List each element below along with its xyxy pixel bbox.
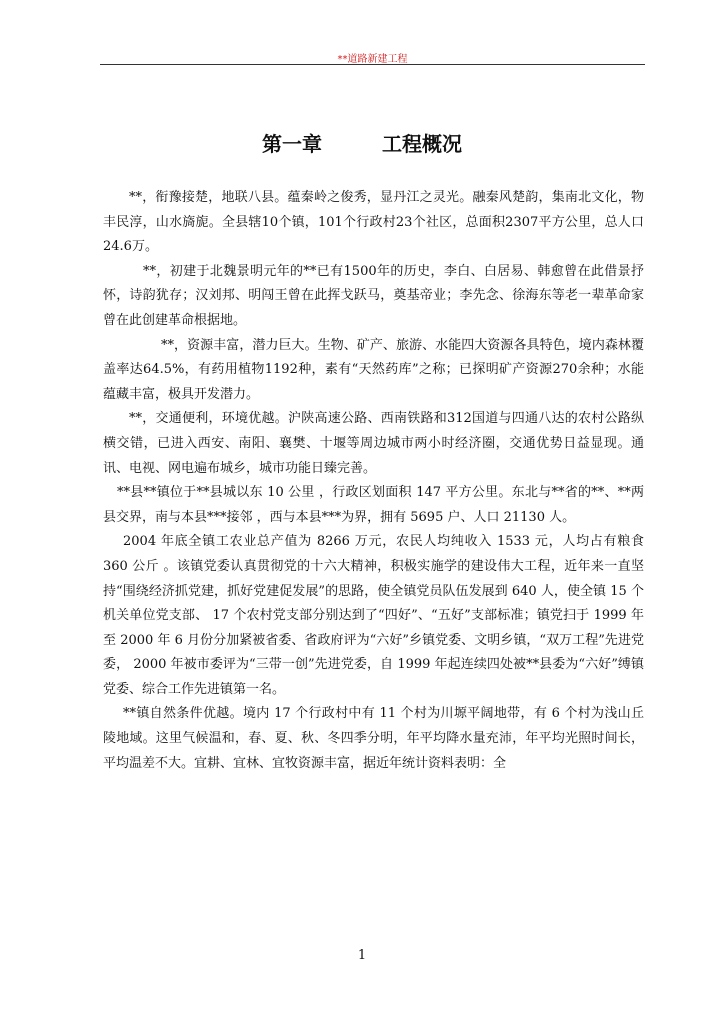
body-text xyxy=(103,186,644,776)
paragraph: 2004 年底全镇工农业总产值为 8266 万元，农民人均纯收入 1533 元，人均占有粮食 360 公斤 。该镇党委认真贯彻党的十六大精神，积极实施学的建设伟大工程，近年来一直坚持“围绕经济抓党建，抓好党建促发展”的思路，使全镇党员队伍发展到 640 人，使全镇 15 个机关单位党支部、 17 个农村党支部分别达到了“四好”、“五好”支部标准；镇党扫于 1999 年至 2000 年 6 月份分加紧被省委、省政府评为“六好”乡镇党委、文明乡镇，“双万工程”先进党委， 2000 年被市委评为“三带一创”先进党委，自 1999 年起连续四处被**县委为“六好”缚镇党委、综合工作先进镇第一名。 xyxy=(103,534,644,697)
chapter-heading xyxy=(0,128,724,157)
paragraph: **，衔豫接楚，地联八县。蕴秦岭之俊秀，显丹江之灵光。融秦风楚韵，集南北文化，物丰民淳，山水旖旎。全县辖10个镇，101个行政村23个社区，总面积2307平方公里，总人口24.6万。 xyxy=(103,190,644,255)
paragraph: **，资源丰富，潜力巨大。生物、矿产、旅游、水能四大资源各具特色，境内森林覆盖率达64.5%，有药用植物1192种，素有“天然药库”之称；已探明矿产资源270余种；水能蕴藏丰富，极具开发潜力。 xyxy=(103,337,644,402)
running-header: **道路新建工程 xyxy=(337,54,408,65)
header-divider xyxy=(100,64,645,65)
chapter-title: 工程概况 xyxy=(382,132,462,156)
paragraph: **，初建于北魏景明元年的**已有1500年的历史，李白、白居易、韩愈曾在此借景抒怀，诗韵犹存；汉刘邦、明闯王曾在此挥戈跃马，奠基帝业；李先念、徐海东等老一辈革命家曾在此创建革命根据地。 xyxy=(103,263,644,328)
page-number: 1 xyxy=(357,948,367,963)
paragraph: **县**镇位于**县城以东 10 公里 ，行政区划面积 147 平方公里。东北与**省的**、**两县交界，南与本县***接邻 ，西与本县***为界，拥有 5695 户、人口 21130 人。 xyxy=(103,485,644,525)
paragraph: **镇自然条件优越。境内 17 个行政村中有 11 个村为川塬平阔地带，有 6 个村为浅山丘陵地域。这里气候温和，春、夏、秋、冬四季分明，年平均降水量充沛，年平均光照时间长，平均温差不大。宜耕、宜林、宜牧资源丰富，据近年统计资料表明：全 xyxy=(103,706,644,771)
paragraph: **，交通便利，环境优越。沪陕高速公路、西南铁路和312国道与四通八达的农村公路纵横交错，已进入西安、南阳、襄樊、十堰等周边城市两小时经济圈，交通优势日益显现。通讯、电视、网电遍布城乡，城市功能日臻完善。 xyxy=(103,411,644,476)
chapter-number: 第一章 xyxy=(262,132,322,156)
